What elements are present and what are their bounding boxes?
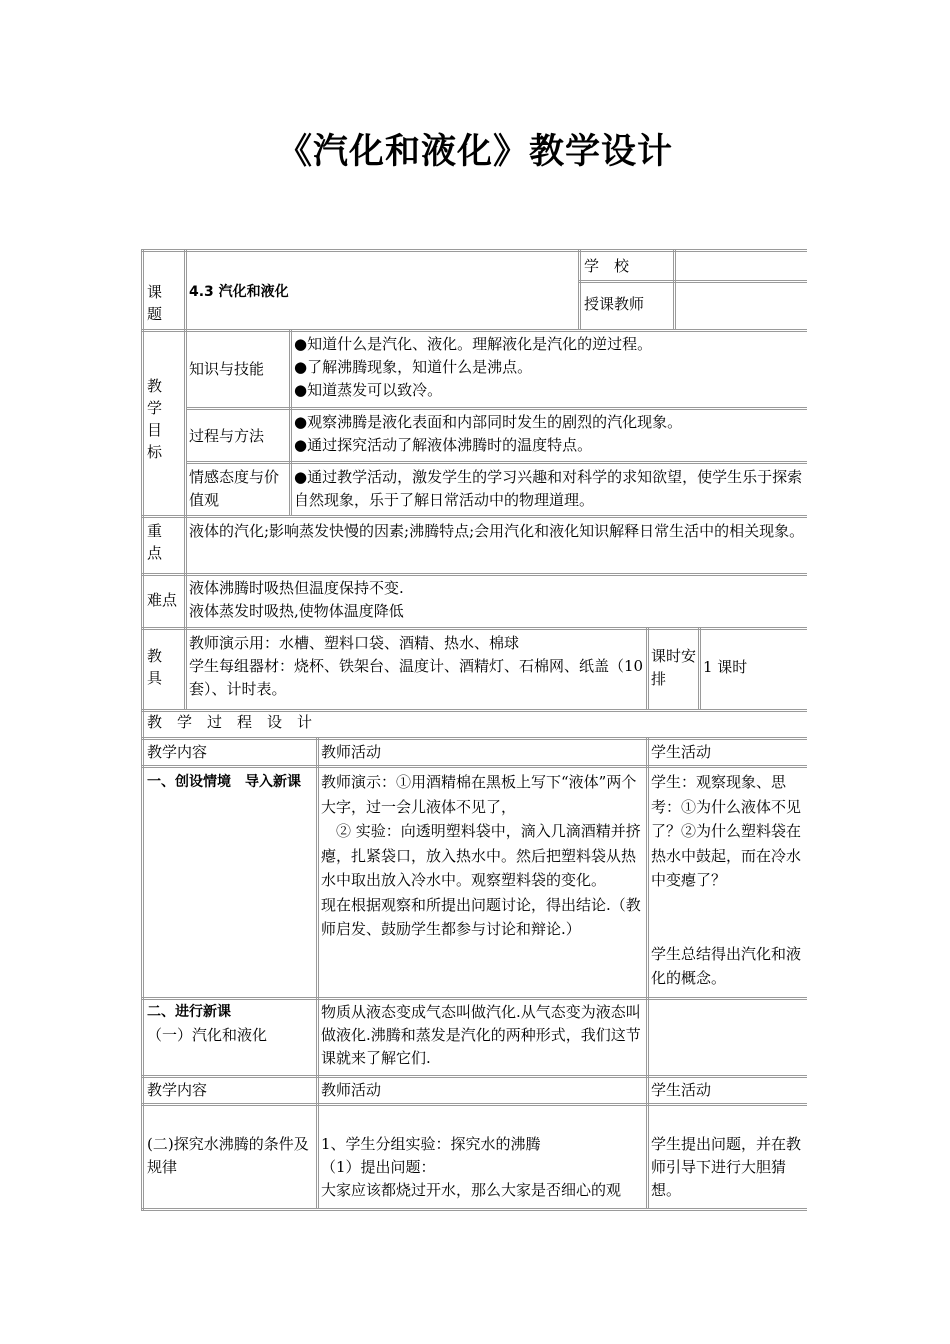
section1-teacher [319,770,647,942]
list-item: ●了解沸腾现象，知道什么是沸点。 [294,358,533,376]
tools-text [187,632,645,701]
difficult-points-text [187,577,807,623]
objectives-label: 教 学 目 标 [147,377,163,461]
difficult-points-label: 难点 [147,591,178,609]
key-points-text: 液体的汽化;影响蒸发快慢的因素;沸腾特点;会用汽化和液化知识解释日常生活中的相关现象。 [189,522,805,540]
emotion-text: ●通过教学活动，激发学生的学习兴趣和对科学的求知欲望，使学生乐于探索自然现象，乐于了解日常活动中的物理道理。 [294,468,803,509]
section3-teacher [319,1133,647,1202]
tools-line: 学生每组器材：烧杯、铁架台、温度计、酒精灯、石棉网、纸盖（10套）、计时表。 [189,657,644,698]
list-item: ●知道什么是汽化、液化。理解液化是汽化的逆过程。 [294,335,653,353]
topic-value: 4.3 汽化和液化 [189,284,289,300]
student-paragraph: 学生：观察现象、思考：①为什么液体不见了？②为什么塑料袋在热水中鼓起，而在冷水中变瘪了？ [651,773,802,889]
section2-teacher: 物质从液态变成气态叫做汽化.从气态变为液态叫做液化.沸腾和蒸发是汽化的两种形式，我们这节课就来了解它们. [321,1003,641,1067]
list-item: ●观察沸腾是液化表面和内部同时发生的剧烈的汽化现象。 [294,413,683,431]
page-title: 《汽化和液化》教学设计 [276,132,673,172]
key-points-label: 重 点 [147,522,163,562]
student-paragraph: 学生总结得出汽化和液化的概念。 [651,944,802,987]
section2-content [145,1001,315,1047]
teacher-paragraph: 大家应该都烧过开水，那么大家是否细心的观 [321,1181,622,1199]
teacher-paragraph: 1、学生分组实验：探究水的沸腾 [321,1135,541,1153]
emotion-label: 情感态度与价值观 [189,468,280,509]
teacher-label: 授课教师 [584,295,645,313]
knowledge-label: 知识与技能 [189,360,265,378]
teacher-paragraph: 现在根据观察和所提出问题讨论，得出结论.（教师启发、鼓励学生都参与讨论和辩论.） [321,895,641,938]
section1-content: 一、创设情境 导入新课 [147,774,301,790]
column-header-content-2: 教学内容 [147,1081,208,1099]
section1-student [649,770,807,991]
list-item: ●通过探究活动了解液体沸腾时的温度特点。 [294,436,593,454]
teacher-paragraph: （1）提出问题： [321,1158,436,1176]
difficult-line: 液体蒸发时吸热,使物体温度降低 [189,602,404,620]
process-label: 过程与方法 [189,427,265,445]
section2-subtitle: （一）汽化和液化 [147,1026,268,1044]
column-header-student: 学生活动 [651,743,712,761]
section3-content: (二)探究水沸腾的条件及规律 [147,1135,309,1176]
difficult-line: 液体沸腾时吸热但温度保持不变. [189,579,404,597]
knowledge-items [292,333,806,402]
process-design-heading: 教 学 过 程 设 计 [147,713,313,731]
teacher-paragraph: ② 实验：向透明塑料袋中，滴入几滴酒精并挤瘪，扎紧袋口，放入热水中。然后把塑料袋从热水中取出放入冷水中。观察塑料袋的变化。 [321,822,641,889]
column-header-content: 教学内容 [147,743,208,761]
list-item: ●知道蒸发可以致冷。 [294,381,443,399]
column-header-student-2: 学生活动 [651,1081,712,1099]
section2-title: 二、进行新课 [147,1004,231,1020]
teacher-paragraph: 教师演示：①用酒精棉在黑板上写下“液体”两个大字，过一会儿液体不见了， [321,773,637,816]
column-header-teacher-2: 教师活动 [321,1081,382,1099]
topic-label: 课 题 [147,283,163,323]
school-label: 学 校 [584,257,630,275]
tools-label: 教 具 [147,647,163,687]
column-header-teacher: 教师活动 [321,743,382,761]
tools-line: 教师演示用：水槽、塑料口袋、酒精、热水、棉球 [189,634,520,652]
hours-label: 课时安排 [651,647,697,688]
section3-student: 学生提出问题，并在教师引导下进行大胆猜想。 [651,1135,802,1199]
process-items [292,411,806,457]
hours-value: 1 课时 [703,658,748,676]
